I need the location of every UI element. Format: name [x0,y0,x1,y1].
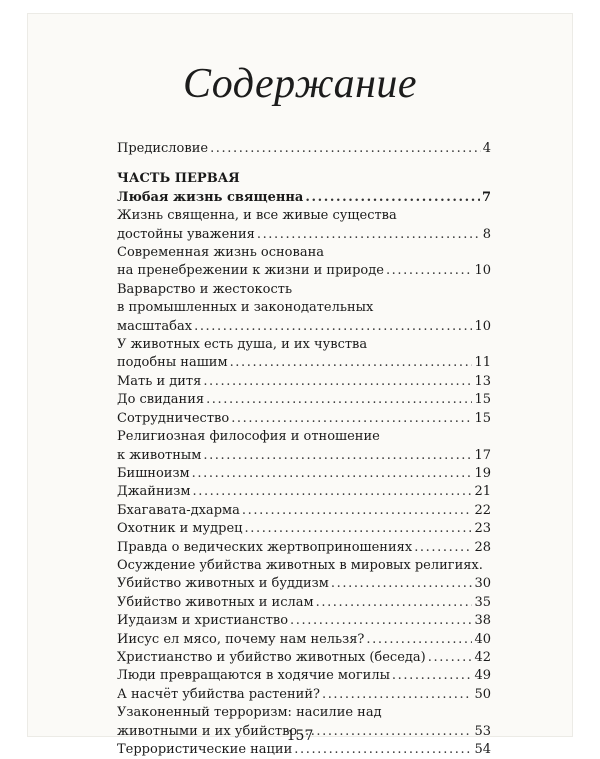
toc-entry [117,686,491,704]
toc-entry [117,631,491,649]
toc-entry [117,465,491,483]
toc-entry-line [117,336,491,354]
toc-page-number: 49 [474,668,491,684]
dot-leader [322,686,472,704]
toc-entry [117,520,491,538]
toc-entry-text: масштабах [117,318,193,334]
toc-entry-line [117,704,491,722]
toc-entry-text: к животным [117,447,202,463]
dot-leader [305,189,480,207]
dot-leader [242,502,473,520]
toc-page-number: 23 [474,521,491,537]
toc-entry-text: в промышленных и законодательных [117,300,374,316]
toc-page-number: 54 [474,742,491,757]
toc-entry-text: До свидания [117,392,205,408]
toc-page-number: 21 [474,484,491,500]
book-page [28,14,572,757]
toc-entry-text: Любая жизнь священна [117,189,304,205]
toc-entry-text: Иисус ел мясо, почему нам нельзя? [117,631,365,647]
toc-page-number: 42 [474,649,491,665]
toc-entry-line [117,262,491,280]
toc-page-number: 13 [474,373,491,389]
toc-entry-text: Иудаизм и христианство [117,613,289,629]
toc-entry-text: Осуждение убийства животных в мировых религиях. [117,557,483,573]
toc-entry-text: Бхагавата-дхарма [117,502,240,518]
toc-entry-text: Жизнь священна, и все живые существа [117,208,397,224]
toc-entry [117,207,491,244]
toc-entry-text: Бишноизм [117,465,190,481]
toc-page-number: 35 [474,594,491,610]
toc-entry-line [117,539,491,557]
toc-page-number: 40 [474,631,491,647]
toc-entry [117,575,491,593]
toc-page-number: 15 [474,392,491,408]
toc-entry-text: Современная жизнь основана [117,245,324,261]
dot-leader [203,373,472,391]
toc-entry-text: Джайнизм [117,484,191,500]
dot-leader [192,483,472,501]
toc-entry-line [117,318,491,336]
toc-entry [117,189,491,207]
dot-leader [331,575,473,593]
toc-entry-text: Охотник и мудрец [117,521,243,537]
toc-entry-line [117,612,491,630]
toc-entry [117,428,491,465]
toc-entry-text: Люди превращаются в ходячие могилы [117,668,390,684]
toc-entry-text: животными и их убийство [117,723,298,739]
toc-entry-line [117,520,491,538]
toc-entry-text: Террористические нации [117,742,293,757]
toc-entry-text: Варварство и жестокость [117,281,293,297]
dot-leader [203,447,472,465]
toc-entry-line [117,410,491,428]
toc-page-number: 38 [474,613,491,629]
table-of-contents [117,140,491,759]
dot-leader [366,631,472,649]
toc-entry [117,557,491,575]
toc-page-number: 19 [474,465,491,481]
toc-entry [117,502,491,520]
toc-entry [117,410,491,428]
toc-entry-text: Христианство и убийство животных (беседа) [117,649,426,665]
toc-entry-text: Религиозная философия и отношение [117,429,380,445]
toc-page-number: 8 [482,226,491,242]
toc-entry-line [117,594,491,612]
toc-page-number: 30 [474,576,491,592]
toc-entry-line [117,447,491,465]
dot-leader [192,465,473,483]
dot-leader [392,667,473,685]
toc-entry-line [117,189,491,207]
toc-page-number: 17 [474,447,491,463]
toc-entry-text: на пренебрежении к жизни и природе [117,263,384,279]
toc-entry-text: подобны нашим [117,355,228,371]
toc-entry-line [117,575,491,593]
toc-entry-text: Мать и дитя [117,373,202,389]
toc-entry-line [117,686,491,704]
toc-entry [117,244,491,281]
toc-entry-line [117,631,491,649]
toc-page-number: 4 [482,141,491,156]
toc-page-number: 7 [481,189,491,205]
toc-entry [117,612,491,630]
toc-entry-text: У животных есть душа, и их чувства [117,337,368,353]
toc-entry-line [117,281,491,299]
dot-leader [230,354,473,372]
dot-leader [428,649,473,667]
toc-entry [117,539,491,557]
dot-leader [231,410,472,428]
page-number: 157 [286,728,314,744]
dot-leader [206,391,472,409]
toc-entry [117,391,491,409]
toc-entry [117,373,491,391]
toc-entry-line [117,373,491,391]
toc-entries [117,189,491,759]
toc-entry-text: А насчёт убийства растений? [117,686,320,702]
toc-page-number: 28 [474,539,491,555]
toc-page-number: 53 [474,723,491,739]
toc-entry-line [117,465,491,483]
toc-page-number: 11 [474,355,491,371]
toc-entry-text: Правда о ведических жертвоприношениях [117,539,413,555]
toc-page-number: 10 [474,318,491,334]
toc-entry-line [117,557,491,575]
toc-entry-text: Убийство животных и буддизм [117,576,329,592]
toc-entry-line [117,428,491,446]
toc-entry-line [117,483,491,501]
toc-entry [117,336,491,373]
toc-entry-text: Убийство животных и ислам [117,594,314,610]
toc-page-number: 22 [474,502,491,518]
toc-entry [117,483,491,501]
dot-leader [245,520,473,538]
toc-entry-line [117,391,491,409]
dot-leader [194,318,472,336]
toc-entry-line [117,207,491,225]
dot-leader [386,262,473,280]
toc-entry-line [117,502,491,520]
toc-entry-text: Узаконенный терроризм: насилие над [117,705,382,721]
toc-entry-line [117,667,491,685]
toc-entry-line [117,226,491,244]
toc-entry [117,649,491,667]
part-heading: ЧАСТЬ ПЕРВАЯ [117,171,240,187]
dot-leader [257,226,481,244]
toc-entry [117,667,491,685]
toc-entry-text: достойны уважения [117,226,255,242]
toc-page-number: 50 [474,686,491,702]
toc-entry-preface [117,140,491,158]
toc-page-number: 15 [474,410,491,426]
toc-entry [117,594,491,612]
toc-entry-line [117,649,491,667]
dot-leader [316,594,473,612]
dot-leader [290,612,472,630]
dot-leader [210,140,481,158]
toc-entry-line [117,244,491,262]
toc-entry-line [117,299,491,317]
toc-entry-line [117,354,491,372]
dot-leader [414,539,472,557]
toc-page-number: 10 [474,263,491,279]
toc-entry-text: Сотрудничество [117,410,230,426]
toc-entry-text: Предисловие [117,141,209,156]
toc-entry [117,281,491,336]
page-title: Содержание [182,61,418,107]
